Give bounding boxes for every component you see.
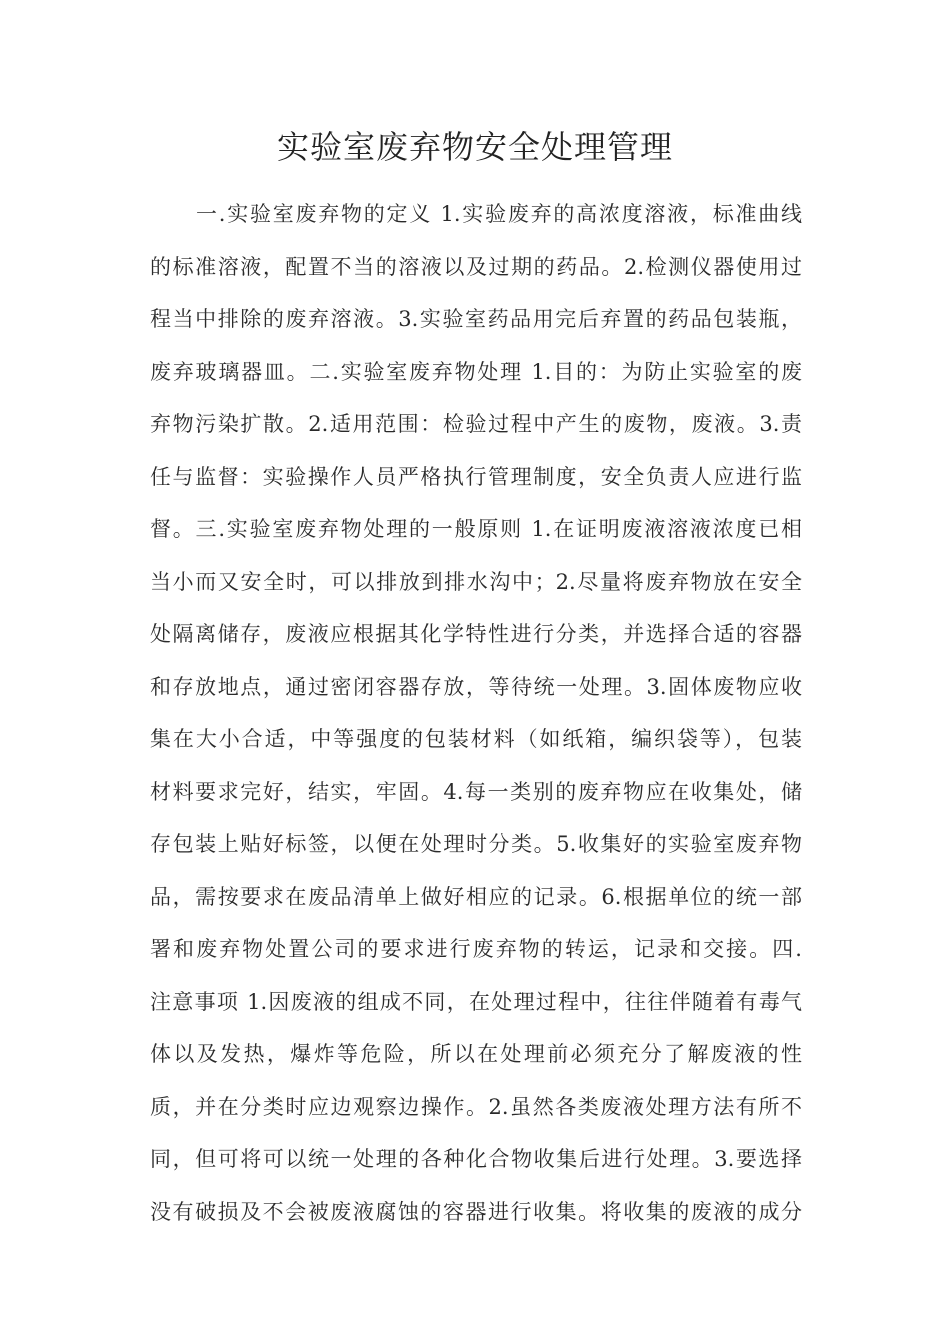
body-line: 存包装上贴好标签，以便在处理时分类。5.收集好的实验室废弃物 [150, 832, 802, 856]
body-line: 署和废弃物处置公司的要求进行废弃物的转运，记录和交接。四. [150, 937, 802, 961]
body-line: 质，并在分类时应边观察边操作。2.虽然各类废液处理方法有所不 [150, 1094, 802, 1119]
document-title: 实验室废弃物安全处理管理 [276, 128, 673, 166]
body-line: 弃物污染扩散。2.适用范围：检验过程中产生的废物，废液。3.责 [150, 412, 802, 436]
body-line: 材料要求完好，结实，牢固。4.每一类别的废弃物应在收集处，储 [150, 779, 802, 804]
body-line: 程当中排除的废弃溶液。3.实验室药品用完后弃置的药品包装瓶， [150, 307, 802, 331]
body-line: 当小而又安全时，可以排放到排水沟中；2.尽量将废弃物放在安全 [150, 569, 802, 594]
body-line: 一.实验室废弃物的定义 1.实验废弃的高浓度溶液，标准曲线 [196, 202, 802, 226]
body-line: 的标准溶液，配置不当的溶液以及过期的药品。2.检测仪器使用过 [150, 254, 802, 279]
body-line: 和存放地点，通过密闭容器存放，等待统一处理。3.固体废物应收 [150, 674, 802, 699]
body-line: 体以及发热，爆炸等危险，所以在处理前必须充分了解废液的性 [150, 1042, 802, 1066]
body-line: 品，需按要求在废品清单上做好相应的记录。6.根据单位的统一部 [150, 884, 802, 909]
body-line: 没有破损及不会被废液腐蚀的容器进行收集。将收集的废液的成分 [150, 1199, 802, 1224]
document-body [150, 196, 802, 1246]
body-line: 同，但可将可以统一处理的各种化合物收集后进行处理。3.要选择 [150, 1147, 802, 1171]
body-line: 处隔离储存，废液应根据其化学特性进行分类，并选择合适的容器 [150, 622, 802, 646]
body-line: 集在大小合适，中等强度的包装材料（如纸箱，编织袋等），包装 [150, 727, 802, 751]
body-line: 废弃玻璃器皿。二.实验室废弃物处理 1.目的：为防止实验室的废 [150, 359, 802, 384]
body-line: 督。三.实验室废弃物处理的一般原则 1.在证明废液溶液浓度已相 [150, 517, 802, 541]
body-line: 任与监督：实验操作人员严格执行管理制度，安全负责人应进行监 [150, 464, 802, 489]
body-line: 注意事项 1.因废液的组成不同，在处理过程中，往往伴随着有毒气 [150, 989, 802, 1014]
